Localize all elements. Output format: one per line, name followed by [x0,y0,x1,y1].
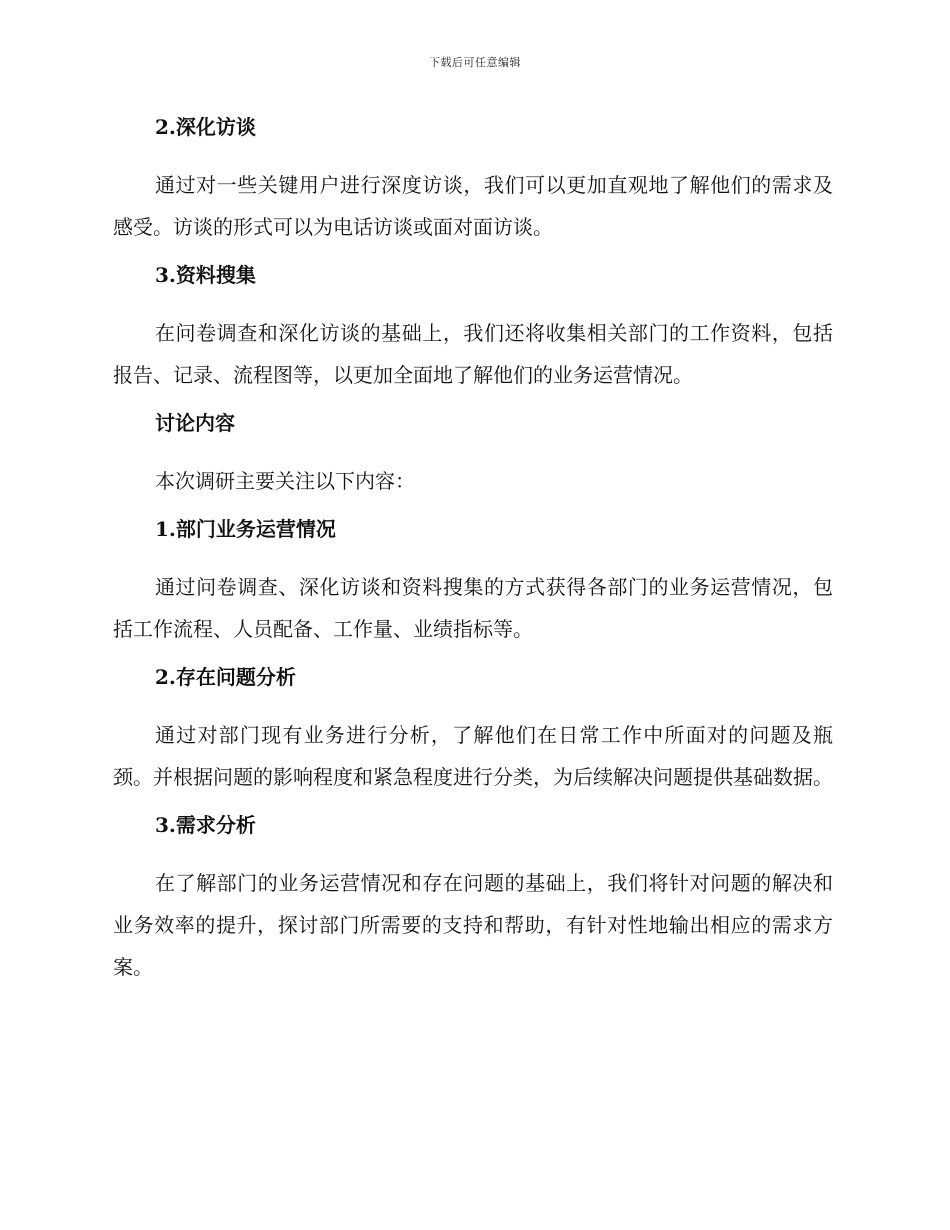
paragraph-operations: 通过问卷调查、深化访谈和资料搜集的方式获得各部门的业务运营情况，包括工作流程、人员配备、工作量、业绩指标等。 [113,575,833,641]
paragraph-problem-analysis: 通过对部门现有业务进行分析，了解他们在日常工作中所面对的问题及瓶颈。并根据问题的影响程度和紧急程度进行分类，为后续解决问题提供基础数据。 [113,723,833,789]
section-heading-operations: 1.部门业务运营情况 [155,517,336,541]
section-heading-deep-interview: 2.深化访谈 [155,115,256,139]
paragraph-discussion-intro: 本次调研主要关注以下内容： [155,469,415,493]
section-heading-problem-analysis: 2.存在问题分析 [155,665,296,689]
section-heading-data-collection: 3.资料搜集 [155,263,256,287]
page-header: 下载后可任意编辑 [429,56,521,69]
paragraph-data-collection: 在问卷调查和深化访谈的基础上，我们还将收集相关部门的工作资料，包括报告、记录、流程图等，以更加全面地了解他们的业务运营情况。 [113,321,833,387]
paragraph-deep-interview: 通过对一些关键用户进行深度访谈，我们可以更加直观地了解他们的需求及感受。访谈的形式可以为电话访谈或面对面访谈。 [113,173,833,239]
section-heading-requirements: 3.需求分析 [155,813,256,837]
paragraph-requirements: 在了解部门的业务运营情况和存在问题的基础上，我们将针对问题的解决和业务效率的提升，探讨部门所需要的支持和帮助，有针对性地输出相应的需求方案。 [113,871,833,979]
section-heading-discussion: 讨论内容 [155,411,235,435]
document-body [113,110,833,988]
